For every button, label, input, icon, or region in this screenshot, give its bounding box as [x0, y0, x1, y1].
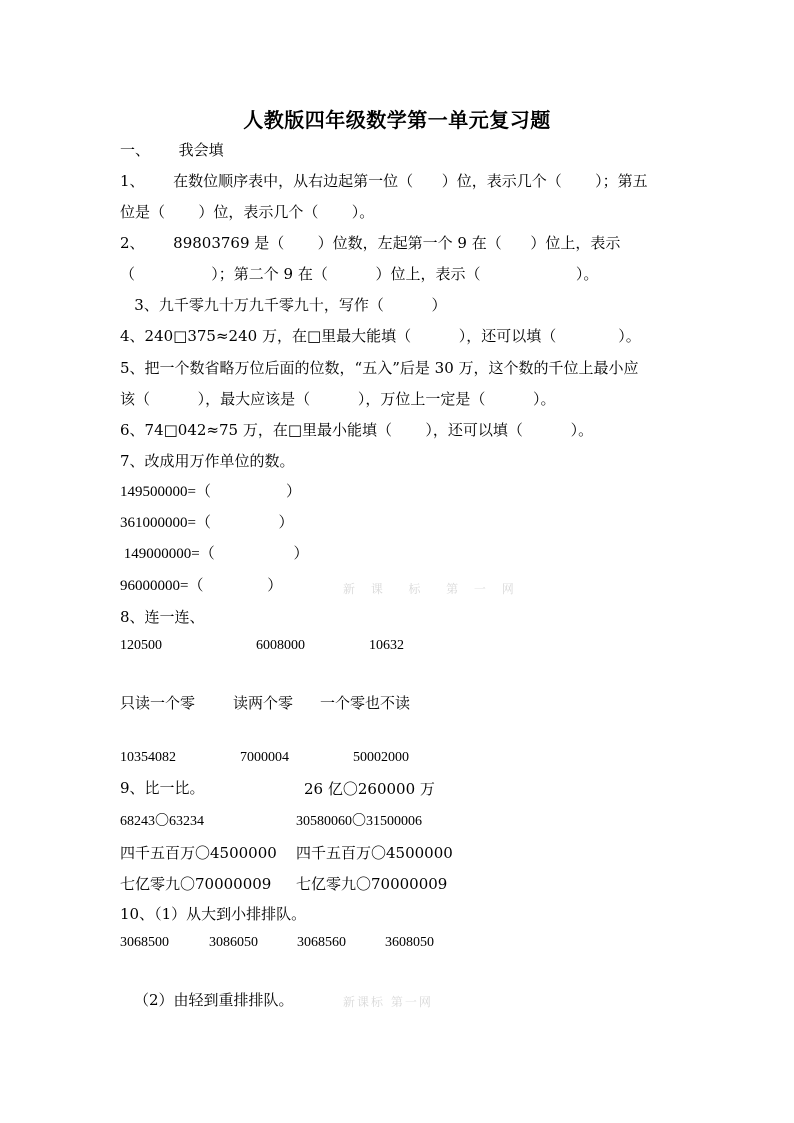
- connect-top-number: 120500: [120, 638, 162, 653]
- section-heading: 一、 我会填: [120, 141, 224, 159]
- question-1-line-2: 位是（ ）位，表示几个（ ）。: [120, 203, 375, 221]
- question-10-part-2: （2）由轻到重排排队。: [134, 991, 294, 1009]
- question-4: 4、240□375≈240 万，在□里最大能填（ ），还可以填（ ）。: [120, 327, 641, 345]
- question-10-part-1: 10、（1）从大到小排排队。: [120, 905, 307, 923]
- connect-top-number: 10632: [369, 638, 404, 653]
- connect-bottom-number: 50002000: [353, 750, 409, 765]
- compare-item: 四千五百万〇4500000: [120, 844, 277, 862]
- question-1-line-1: 1、 在数位顺序表中，从右边起第一位（ ）位，表示几个（ ）；第五: [120, 172, 648, 190]
- connect-reading-option: 读两个零: [233, 694, 294, 712]
- order-number: 3068560: [297, 935, 346, 950]
- question-3: 3、九千零九十万九千零九十，写作（ ）: [120, 296, 447, 314]
- watermark: 新 课 标 第 一 网: [343, 582, 520, 596]
- question-9: 9、比一比。: [120, 779, 205, 797]
- compare-item: 四千五百万〇4500000: [296, 844, 453, 862]
- question-6: 6、74□042≈75 万，在□里最小能填（ ），还可以填（ ）。: [120, 421, 594, 439]
- connect-reading-option: 一个零也不读: [320, 694, 411, 712]
- question-7-item: 149000000=（ ）: [120, 546, 309, 562]
- order-number: 3086050: [209, 935, 258, 950]
- question-2-line-1: 2、 89803769 是（ ）位数，左起第一个 9 在（ ）位上，表示: [120, 234, 621, 252]
- connect-top-number: 6008000: [256, 638, 305, 653]
- question-7-item: 96000000=（ ）: [120, 578, 283, 594]
- question-2-line-2: （ ）；第二个 9 在（ ）位上，表示（ ）。: [120, 265, 599, 283]
- connect-bottom-number: 7000004: [240, 750, 289, 765]
- compare-item: 68243〇63234: [120, 814, 204, 829]
- order-number: 3068500: [120, 935, 169, 950]
- question-5-line-2: 该（ ），最大应该是（ ），万位上一定是（ ）。: [120, 390, 556, 408]
- compare-item: 26 亿〇260000 万: [304, 780, 435, 798]
- watermark: 新课标 第一网: [343, 995, 433, 1009]
- question-7: 7、改成用万作单位的数。: [120, 452, 295, 470]
- question-5-line-1: 5、把一个数省略万位后面的位数，“五入”后是 30 万，这个数的千位上最小应: [120, 359, 639, 377]
- compare-item: 30580060〇31500006: [296, 814, 422, 829]
- connect-reading-option: 只读一个零: [120, 694, 196, 712]
- question-7-item: 149500000=（ ）: [120, 484, 301, 500]
- page-title: 人教版四年级数学第一单元复习题: [243, 108, 551, 132]
- compare-item: 七亿零九〇70000009: [296, 875, 448, 893]
- question-7-item: 361000000=（ ）: [120, 515, 294, 531]
- question-8: 8、连一连、: [120, 608, 205, 626]
- compare-item: 七亿零九〇70000009: [120, 875, 272, 893]
- order-number: 3608050: [385, 935, 434, 950]
- connect-bottom-number: 10354082: [120, 750, 176, 765]
